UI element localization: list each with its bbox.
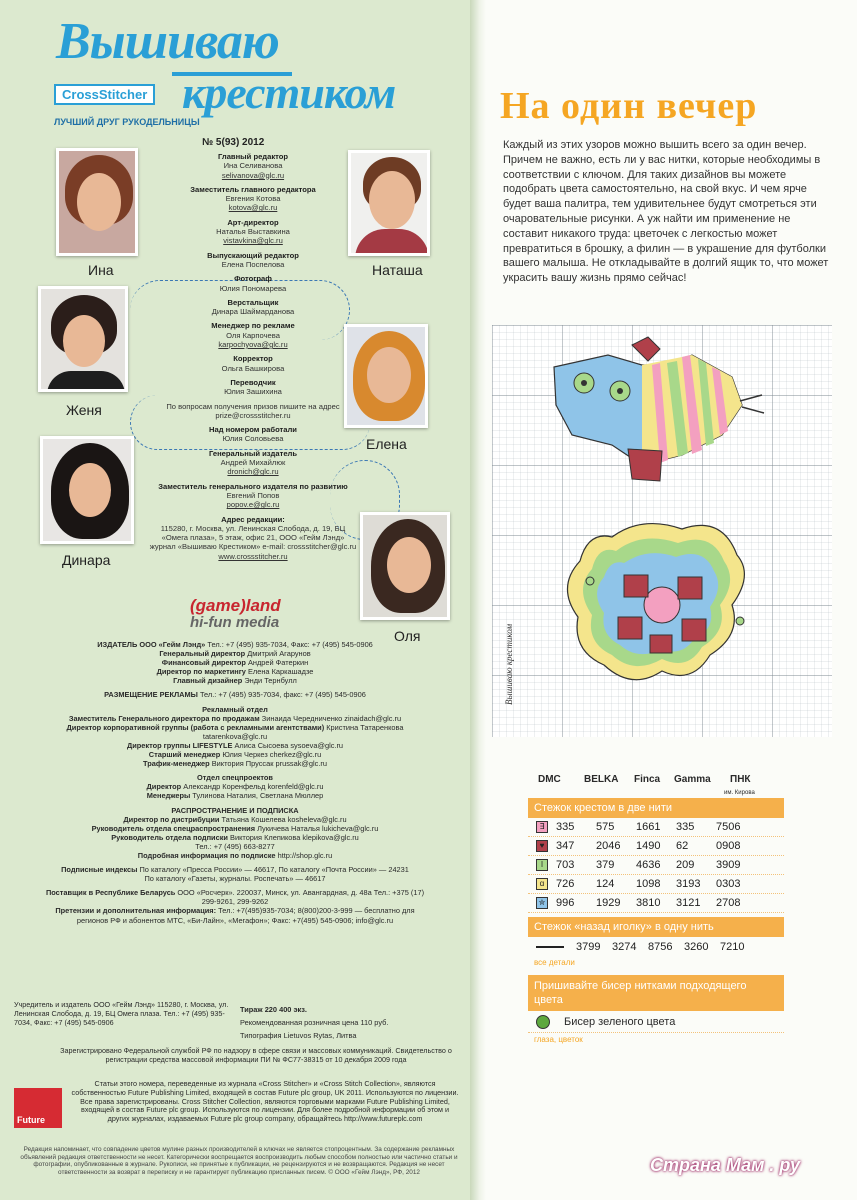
imprint-label: Директор группы LIFESTYLE	[126, 740, 233, 750]
imprint-text: По каталогу «Газеты, журналы. Роспечать» — 46617	[144, 874, 326, 884]
staff-role: Выпускающий редактор	[207, 250, 299, 260]
bead-title: Пришивайте бисер нитками подходящего цвета	[528, 975, 784, 1011]
staff-name: Ина Селиванова	[223, 161, 283, 171]
staff-role: Фотограф	[234, 274, 272, 284]
issue-number: № 5(93) 2012	[202, 137, 265, 148]
imprint-row	[40, 705, 430, 714]
photo-zhenya	[38, 286, 128, 392]
imprint-text: Виктория Пруссак prussak@glc.ru	[211, 759, 327, 769]
imprint-row	[40, 741, 430, 750]
staff-name: Ольга Башкирова	[221, 363, 285, 373]
key-column-header: DMC	[538, 774, 561, 785]
staff-name: Андрей Михайлюк	[220, 458, 286, 468]
key-value: 726	[556, 878, 575, 890]
gameland-logo: (game)land	[190, 596, 281, 615]
staff-name: Юлия Соловьева	[222, 434, 284, 444]
backstitch-value: 8756	[648, 940, 673, 953]
imprint-label: Подробная информация по подписке	[137, 850, 276, 860]
imprint-text: Тел.: +7(495)935-7034; 8(800)200-3-999 — бесплатно для регионов РФ и абонентов МТС, «Би-Лайн», «Мегафон»; Факс: +7(495) 545-0906; info@glc.ru	[76, 906, 415, 925]
name-ina: Ина	[88, 262, 114, 278]
imprint-label: Главный дизайнер	[173, 676, 243, 686]
staff-role: Главный редактор	[217, 152, 289, 161]
staff-email[interactable]: karpochyova@glc.ru	[218, 340, 288, 350]
imprint-row	[40, 782, 430, 791]
imprint-row	[40, 865, 430, 874]
key-value: 2708	[716, 897, 741, 909]
backstitch-row	[528, 937, 784, 956]
imprint-text: Тел.: +7 (495) 935-7034, факс: +7 (495) 545-0906	[199, 690, 366, 700]
chart-signature: Вышиваю крестиком	[504, 623, 514, 705]
imprint-row	[40, 874, 430, 883]
imprint-row	[40, 649, 430, 658]
staff-role: Арт-директор	[227, 217, 279, 227]
photo-elena	[344, 324, 428, 428]
key-value: 7506	[716, 821, 741, 833]
future-logo: Future	[14, 1088, 62, 1128]
backstitch-value: 3260	[684, 940, 709, 953]
key-pnk-sub: им. Кирова	[724, 790, 755, 796]
key-symbol-icon: ✮	[536, 897, 548, 909]
key-value: 3193	[676, 878, 701, 890]
imprint-label: Руководитель отдела спецраспространения	[91, 823, 256, 833]
logo-line-2: крестиком	[182, 67, 396, 118]
circulation: Тираж 220 400 экз.	[240, 1005, 307, 1014]
retail-price: Рекомендованная розничная цена 110 руб.	[240, 1018, 389, 1027]
imprint-row	[40, 815, 430, 824]
key-value: 1098	[636, 878, 661, 890]
imprint-block	[40, 640, 430, 925]
name-natasha: Наташа	[372, 262, 423, 278]
bead-note: глаза, цветок	[534, 1035, 583, 1044]
key-value: 335	[556, 821, 575, 833]
backstitch-value: 3799	[576, 940, 601, 953]
key-value: 3909	[716, 859, 741, 871]
staff-email[interactable]: popov.e@glc.ru	[226, 500, 280, 510]
staff-role: Заместитель главного редактора	[190, 184, 316, 194]
key-value: 575	[596, 821, 615, 833]
name-elena: Елена	[366, 436, 407, 452]
article-title: На один вечер	[500, 85, 758, 127]
editorial-notice: Редакция напоминает, что совпадение цветов мулине разных производителей в ключах не является стопроцентным. За содержание рекламных объявлений редакция ответственности не несет. Категорически воспрещается воспроизводить любым способом полностью или частично статьи и фотографии, опубликованные в журнале. Рукописи, не принятые к публикации, не рецензируются и не возвращаются. Редакция не несет ответственности за возврат в переписку и не гарантирует публикацию присланных писем. © ООО «Гейм Лэнд», РФ, 2012	[20, 1146, 458, 1176]
staff-email[interactable]: kotova@glc.ru	[228, 203, 278, 213]
key-row	[528, 894, 784, 913]
imprint-row	[40, 690, 430, 699]
key-value: 3121	[676, 897, 701, 909]
article-body: Каждый из этих узоров можно вышить всего за один вечер. Причем не важно, есть ли у вас нитки, которые необходимы в соответствии с ключом. Для таких дизайнов вы можете подобрать цвета самостоятельно, на свой вкус. И чем ярче будет ваша палитра, тем удивительнее будут смотреться эти очаровательные рисунки. А уж найти им применение не составит никакого труда: цветочек с легкостью может превратиться в брошку, а филин — в украшение для футболки вашего малыша. Не откладывайте в долгий ящик то, что может украсить вашу жизнь прямо сейчас!	[503, 139, 829, 285]
imprint-row	[40, 658, 430, 667]
imprint-label: Поставщик в Республике Беларусь	[45, 888, 176, 898]
imprint-text: Дмитрий Агарунов	[247, 649, 311, 659]
imprint-text: Лукичева Наталья lukicheva@glc.ru	[257, 823, 379, 833]
backstitch-value: 3274	[612, 940, 637, 953]
key-row	[528, 837, 784, 856]
name-dinara: Динара	[62, 552, 111, 568]
key-value: 347	[556, 840, 575, 852]
imprint-text: Тулинова Наталия, Светлана Мюллер	[192, 791, 324, 801]
license-text: Статьи этого номера, переведенные из журнала «Cross Stitcher» и «Cross Stitch Collection», являются собственностью Future Publishing Limited, входящей в состав Future plc group, UK 2011. Используются по лицензии. Все права зарегистрированы. Cross Stitcher Collection, являются торговыми марками Future Publishing Limited, входящей в состав Future plc group. Используются по лицензии. Для более подробной информации об этом и других журналах, издаваемых Future plc group company, обращайтесь http://www.futureplc.com	[71, 1079, 459, 1124]
cross-stitch-rows	[528, 818, 784, 913]
bead-row	[528, 1011, 784, 1033]
key-column-header: ПНК	[730, 774, 751, 785]
imprint-text: Энди Тернбулл	[244, 676, 297, 686]
key-symbol-icon: ɑ	[536, 878, 548, 890]
imprint-label: Финансовый директор	[161, 658, 246, 668]
imprint-row	[40, 824, 430, 833]
imprint-label: ИЗДАТЕЛЬ ООО «Гейм Лэнд»	[97, 640, 206, 649]
photo-olya	[360, 512, 450, 620]
backstitch-title: Стежок «назад иголку» в одну нить	[528, 917, 784, 937]
imprint-row	[40, 714, 430, 723]
staff-role: Генеральный издатель	[208, 448, 298, 458]
imprint-text: Тел.: +7 (495) 663-8277	[195, 841, 275, 851]
imprint-text: Андрей Фатеркин	[247, 658, 309, 668]
logo-brand: CrossStitcher	[54, 84, 155, 105]
staff-name: Елена Поспелова	[221, 259, 285, 269]
staff-role: Над номером работали	[209, 425, 297, 435]
key-value: 0303	[716, 878, 741, 890]
key-value: 703	[556, 859, 575, 871]
imprint-label: Генеральный директор	[159, 649, 246, 659]
logo-tagline: ЛУЧШИЙ ДРУГ РУКОДЕЛЬНИЦЫ	[54, 117, 200, 127]
imprint-row	[40, 773, 430, 782]
staff-email[interactable]: www.crossstitcher.ru	[218, 551, 288, 561]
staff-role: Верстальщик	[227, 297, 279, 307]
imprint-row	[40, 906, 430, 924]
key-value: 3810	[636, 897, 661, 909]
staff-role: Адрес редакции:	[221, 514, 285, 524]
imprint-label: Директор по маркетингу	[156, 667, 246, 677]
key-value: 124	[596, 878, 615, 890]
registration: Зарегистрировано Федеральной службой РФ по надзору в сфере связи и массовых коммуникаций. Свидетельство о регистрации средства массовой информации ПИ № ФС77-38315 от 10 декабря 2009 года	[60, 1046, 452, 1064]
imprint-text: Тел.: +7 (495) 935-7034, Факс: +7 (495) 545-0906	[207, 640, 373, 649]
typography: Типография Lietuvos Rytas, Литва	[240, 1031, 357, 1040]
logo-line-1: Вышиваю	[56, 13, 279, 70]
staff-email[interactable]: vistavkina@glc.ru	[223, 236, 283, 246]
page-spine	[470, 0, 486, 1200]
imprint-text: ООО «Росчерк». 220037, Минск, ул. Авангардная, д. 48а Тел.: +375 (17) 299-9261, 299-9262	[177, 888, 425, 907]
imprint-row	[40, 723, 430, 741]
bead-label: Бисер зеленого цвета	[564, 1015, 676, 1028]
staff-name: Евгений Попов	[226, 490, 280, 500]
imprint-label: Директор корпоративной группы (работа с рекламными агентствами)	[66, 722, 325, 732]
imprint-text: Татьяна Кошелева kosheleva@glc.ru	[221, 814, 347, 824]
imprint-text: Алиса Сысоева sysoeva@glc.ru	[234, 740, 344, 750]
bead-icon	[536, 1015, 550, 1029]
imprint-row	[40, 833, 430, 842]
photo-ina	[56, 148, 138, 256]
imprint-text: По каталогу «Пресса России» — 46617, По каталогу «Почта России» — 24231	[139, 865, 409, 875]
key-value: 996	[556, 897, 575, 909]
imprint-label: Рекламный отдел	[202, 704, 268, 714]
backstitch-value: 7210	[720, 940, 745, 953]
imprint-row	[40, 676, 430, 685]
imprint-text: Кристина Татаренкова tatarenkova@glc.ru	[202, 722, 404, 741]
imprint-row	[40, 791, 430, 800]
key-symbol-icon: Ɩ	[536, 859, 548, 871]
imprint-row	[40, 888, 430, 906]
staff-role: Заместитель генерального издателя по развитию	[158, 481, 348, 491]
key-symbol-icon: ∃	[536, 821, 548, 833]
key-value: 335	[676, 821, 695, 833]
key-row	[528, 818, 784, 837]
key-value: 1490	[636, 840, 661, 852]
imprint-label: РАЗМЕЩЕНИЕ РЕКЛАМЫ	[104, 690, 198, 700]
imprint-label: Трафик-менеджер	[143, 759, 210, 769]
key-column-header: Finca	[634, 774, 661, 785]
key-row	[528, 856, 784, 875]
staff-name: Динара Шаймарданова	[211, 307, 295, 317]
name-olya: Оля	[394, 628, 421, 644]
gameland-tagline: hi-fun media	[190, 614, 280, 631]
key-value: 4636	[636, 859, 661, 871]
key-column-header: Gamma	[674, 774, 711, 785]
imprint-row	[40, 750, 430, 759]
staff-name: 115280, г. Москва, ул. Ленинская Слобода, д. 19, БЦ «Омега плаза», 5 этаж, офис 21, ООО «Гейм Лэнд» журнал «Вышиваю Крестиком» e-mail: crossstitcher@glc.ru	[149, 523, 357, 552]
staff-email[interactable]: dronich@glc.ru	[227, 467, 279, 477]
staff-name: Наталья Выставкина	[216, 227, 290, 237]
imprint-label: Отдел спецпроектов	[197, 773, 273, 783]
imprint-label: Менеджеры	[146, 791, 191, 801]
staff-email[interactable]: selivanova@glc.ru	[221, 170, 285, 180]
imprint-row	[40, 851, 430, 860]
imprint-text: Зинаида Чередниченко zinaidach@glc.ru	[261, 713, 402, 723]
imprint-text: Елена Каркашадзе	[247, 667, 314, 677]
key-value: 379	[596, 859, 615, 871]
key-column-header: BELKA	[584, 774, 619, 785]
imprint-row	[40, 667, 430, 676]
key-value: 1661	[636, 821, 661, 833]
staff-role: Переводчик	[230, 377, 276, 387]
key-value: 62	[676, 840, 689, 852]
staff-name: Юлия Зашихина	[224, 387, 282, 397]
imprint-row	[40, 759, 430, 768]
staff-role: Менеджер по рекламе	[211, 321, 295, 331]
print-info	[240, 1003, 460, 1042]
imprint-text: Виктория Клепикова klepikova@glc.ru	[230, 832, 359, 842]
key-row	[528, 875, 784, 894]
staff-role: Корректор	[233, 354, 273, 364]
imprint-row	[40, 806, 430, 815]
imprint-row	[40, 842, 430, 851]
imprint-label: РАСПРОСТРАНЕНИЕ И ПОДПИСКА	[171, 805, 299, 815]
color-key	[528, 762, 784, 1046]
imprint-label: Заместитель Генерального директора по продажам	[68, 713, 260, 723]
staff-name: Евгения Котова	[225, 194, 281, 204]
cross-stitch-chart	[492, 325, 832, 737]
imprint-row	[40, 640, 430, 649]
backstitch-note: все детали	[534, 958, 575, 967]
key-value: 209	[676, 859, 695, 871]
imprint-text: Александр Коренфельд korenfeld@glc.ru	[183, 782, 324, 792]
photo-dinara	[40, 436, 134, 544]
key-value: 2046	[596, 840, 621, 852]
imprint-label: Подписные индексы	[61, 865, 138, 875]
imprint-text: Юлия Черкез cherkez@glc.ru	[222, 750, 322, 760]
staff-name: Оля Карпочева	[226, 330, 280, 340]
staff-name: Юлия Пономарева	[219, 283, 287, 293]
key-header	[528, 762, 784, 798]
site-watermark: Страна Мам . ру	[650, 1155, 800, 1175]
staff-name: По вопросам получения призов пишите на адрес prize@crossstitcher.ru	[166, 401, 340, 420]
imprint-label: Претензии и дополнительная информация:	[55, 906, 217, 916]
key-symbol-icon: ♥	[536, 840, 548, 852]
key-value: 1929	[596, 897, 621, 909]
staff-list	[148, 152, 358, 566]
imprint-label: Руководитель отдела подписки	[111, 832, 228, 842]
imprint-text: http://shop.glc.ru	[277, 850, 333, 860]
cross-stitch-title: Стежок крестом в две нити	[528, 798, 784, 818]
name-zhenya: Женя	[66, 402, 102, 418]
key-value: 0908	[716, 840, 741, 852]
imprint-label: Старший менеджер	[148, 750, 221, 760]
imprint-label: Директор по дистрибуции	[123, 814, 220, 824]
photo-natasha	[348, 150, 430, 256]
backstitch-line-icon	[536, 946, 564, 948]
founder-info: Учредитель и издатель ООО «Гейм Лэнд» 115280, г. Москва, ул. Ленинская Слобода, д. 19, БЦ Омега плаза. Тел.: +7 (495) 935-7034, Факс: +7 (495) 545-0906	[14, 1000, 229, 1027]
imprint-label: Директор	[146, 782, 182, 792]
